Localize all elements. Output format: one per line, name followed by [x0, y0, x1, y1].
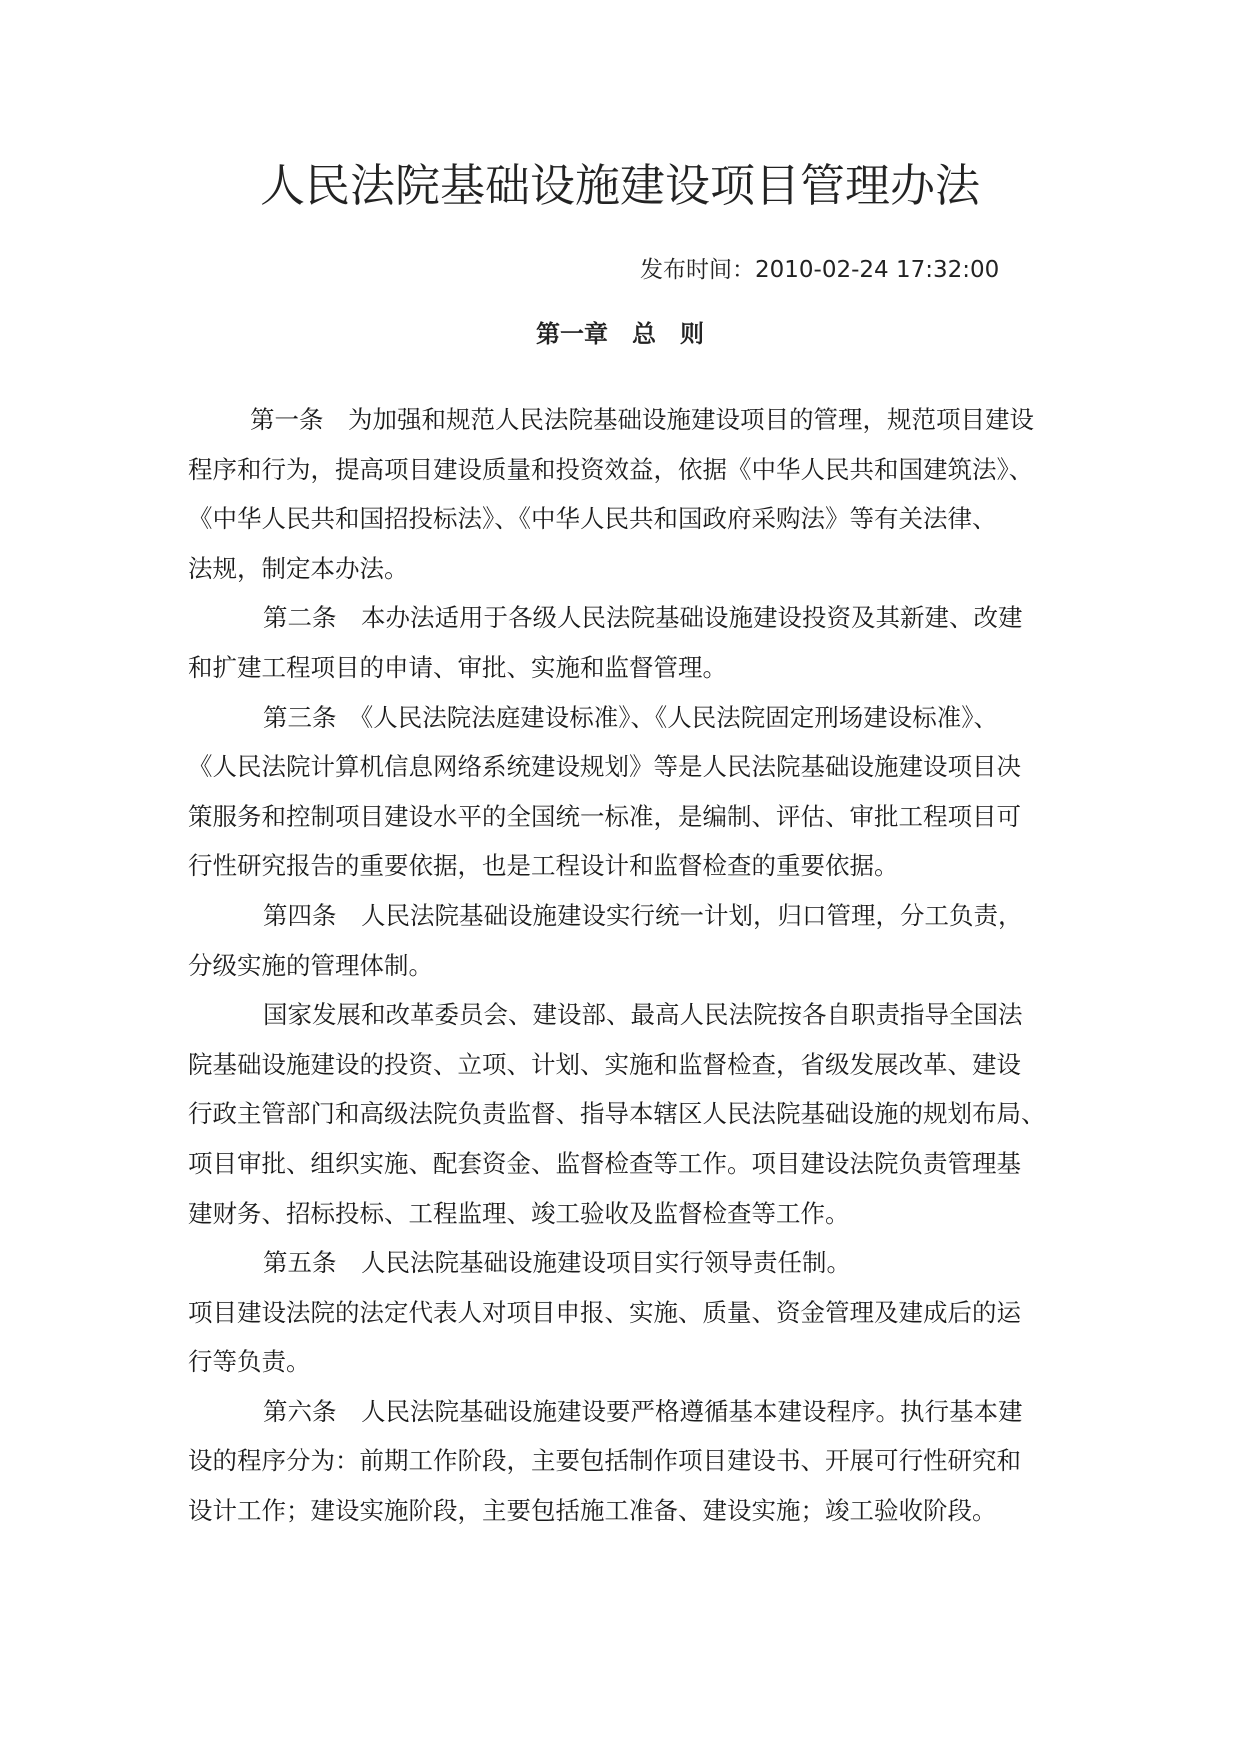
text-line: 设的程序分为：前期工作阶段，主要包括制作项目建设书、开展可行性研究和	[188, 1446, 1021, 1476]
text-line: 行政主管部门和高级法院负责监督、指导本辖区人民法院基础设施的规划布局、	[188, 1099, 1046, 1129]
text-line: 第一条 为加强和规范人民法院基础设施建设项目的管理，规范项目建设	[250, 405, 1034, 434]
text-line: 项目建设法院的法定代表人对项目申报、实施、质量、资金管理及建成后的运	[188, 1297, 1021, 1327]
text-line: 第二条 本办法适用于各级人民法院基础设施建设投资及其新建、改建	[263, 603, 1023, 633]
text-line: 院基础设施建设的投资、立项、计划、实施和监督检查，省级发展改革、建设	[188, 1049, 1021, 1079]
text-line: 设计工作；建设实施阶段，主要包括施工准备、建设实施；竣工验收阶段。	[188, 1496, 997, 1526]
text-line: 第五条 人民法院基础设施建设项目实行领导责任制。	[263, 1248, 851, 1278]
document-title: 人民法院基础设施建设项目管理办法	[259, 159, 980, 212]
text-line: 第三条 《人民法院法庭建设标准》、《人民法院固定刑场建设标准》、	[263, 702, 998, 732]
text-line: 法规，制定本办法。	[188, 553, 409, 583]
text-line: 行等负责。	[188, 1347, 311, 1377]
text-line: 行性研究报告的重要依据，也是工程设计和监督检查的重要依据。	[188, 851, 899, 881]
text-line: 《中华人民共和国招投标法》、《中华人民共和国政府采购法》等有关法律、	[188, 504, 997, 534]
document-body	[188, 395, 1088, 1536]
text-line: 分级实施的管理体制。	[188, 950, 433, 980]
text-line: 第六条 人民法院基础设施建设要严格遵循基本建设程序。执行基本建	[263, 1396, 1023, 1426]
text-line: 《人民法院计算机信息网络系统建设规划》等是人民法院基础设施建设项目决	[188, 752, 1021, 782]
text-line: 和扩建工程项目的申请、审批、实施和监督管理。	[188, 652, 727, 682]
text-line: 策服务和控制项目建设水平的全国统一标准，是编制、评估、审批工程项目可	[188, 801, 1021, 831]
text-line: 国家发展和改革委员会、建设部、最高人民法院按各自职责指导全国法	[263, 1000, 1023, 1030]
chapter-heading: 第一章 总 则	[536, 320, 704, 348]
publish-time: 发布时间：2010-02-24 17:32:00	[640, 257, 1000, 283]
text-line: 项目审批、组织实施、配套资金、监督检查等工作。项目建设法院负责管理基	[188, 1148, 1021, 1178]
text-line: 建财务、招标投标、工程监理、竣工验收及监督检查等工作。	[188, 1198, 850, 1228]
text-line: 程序和行为，提高项目建设质量和投资效益，依据《中华人民共和国建筑法》、	[188, 454, 1034, 484]
text-line: 第四条 人民法院基础设施建设实行统一计划，归口管理，分工负责，	[263, 900, 1023, 930]
